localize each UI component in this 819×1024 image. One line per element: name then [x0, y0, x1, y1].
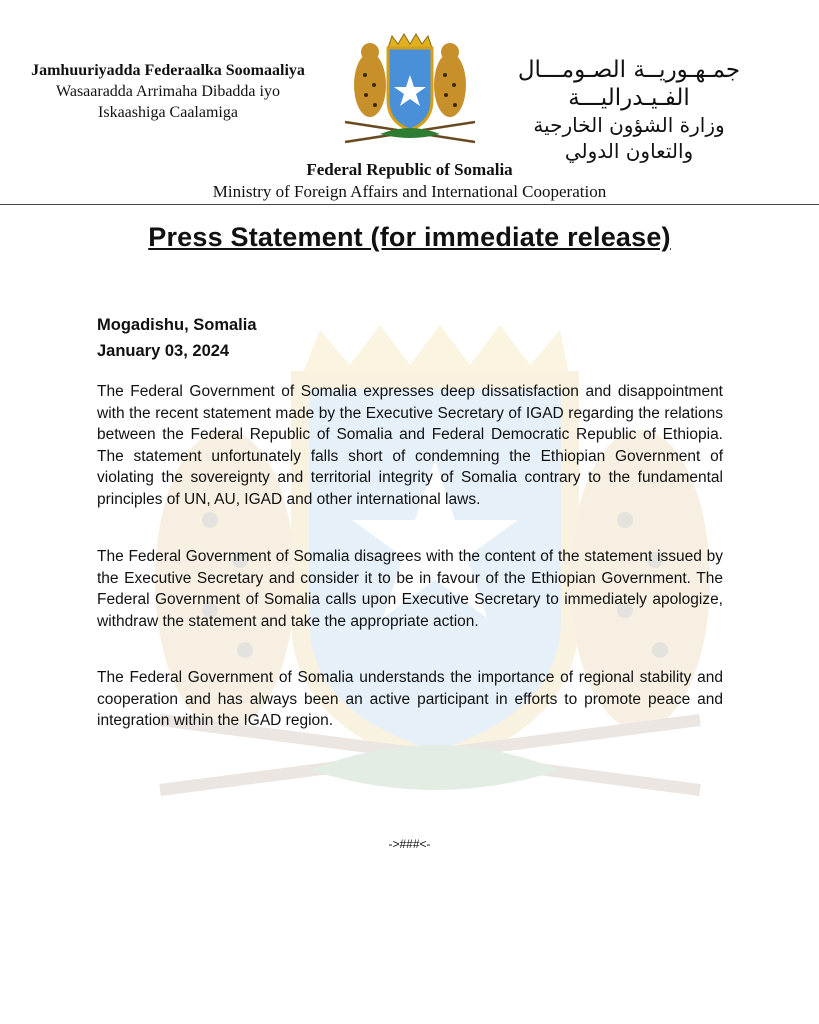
statement-paragraph-1: The Federal Government of Somalia expresses deep dissatisfaction and disappointment with the recent statement made by the Executive Secretary of IGAD regarding the relations between the Federal Republic of Somalia and Federal Democratic Republic of Ethiopia. The statement unfortunately falls short of condemning the Ethiopian Government of violating the sovereignty and territorial integrity of Somalia contrary to the fundamental principles of UN, AU, IGAD and other international laws. — [97, 383, 723, 508]
letterhead-country: Federal Republic of Somalia — [306, 160, 513, 179]
statement-paragraph-3: The Federal Government of Somalia understands the importance of regional stability and cooperation and has always been an active participant in efforts to promote peace and integration within the IGAD region. — [97, 669, 723, 729]
letterhead-somali-line2: Wasaaradda Arrimaha Dibadda iyo — [56, 83, 280, 100]
letterhead-arabic-line3: والتعاون الدولي — [564, 139, 694, 163]
letterhead-arabic — [469, 56, 789, 164]
dateline — [97, 312, 723, 364]
press-statement-title: Press Statement (for immediate release) — [148, 222, 671, 252]
letterhead-somali-line1: Jamhuuriyadda Federaalka Soomaaliya — [31, 62, 305, 79]
dateline-place: Mogadishu, Somalia — [97, 316, 257, 334]
letterhead-somali-line3: Iskaashiga Caalamiga — [98, 104, 238, 121]
statement-paragraph-2: The Federal Government of Somalia disagrees with the content of the statement issued by the Executive Secretary and consider it to be in favour of the Ethiopian Government. The Federal Government of Somalia calls upon Executive Secretary to immediately apologize, withdraw the statement and take the appropriate action. — [97, 548, 723, 630]
end-mark: ->###<- — [388, 837, 431, 851]
letterhead-arabic-line2: وزارة الشؤون الخارجية — [533, 113, 725, 137]
letterhead-ministry: Ministry of Foreign Affairs and International Cooperation — [212, 182, 607, 201]
header-divider — [0, 204, 819, 205]
dateline-date: January 03, 2024 — [97, 342, 230, 360]
coat-of-arms-icon — [330, 30, 490, 150]
letterhead-arabic-line1: جمـهـوريــة الصـومـــال الفـيـدراليـــة — [517, 57, 741, 111]
letterhead-somali — [18, 60, 318, 123]
